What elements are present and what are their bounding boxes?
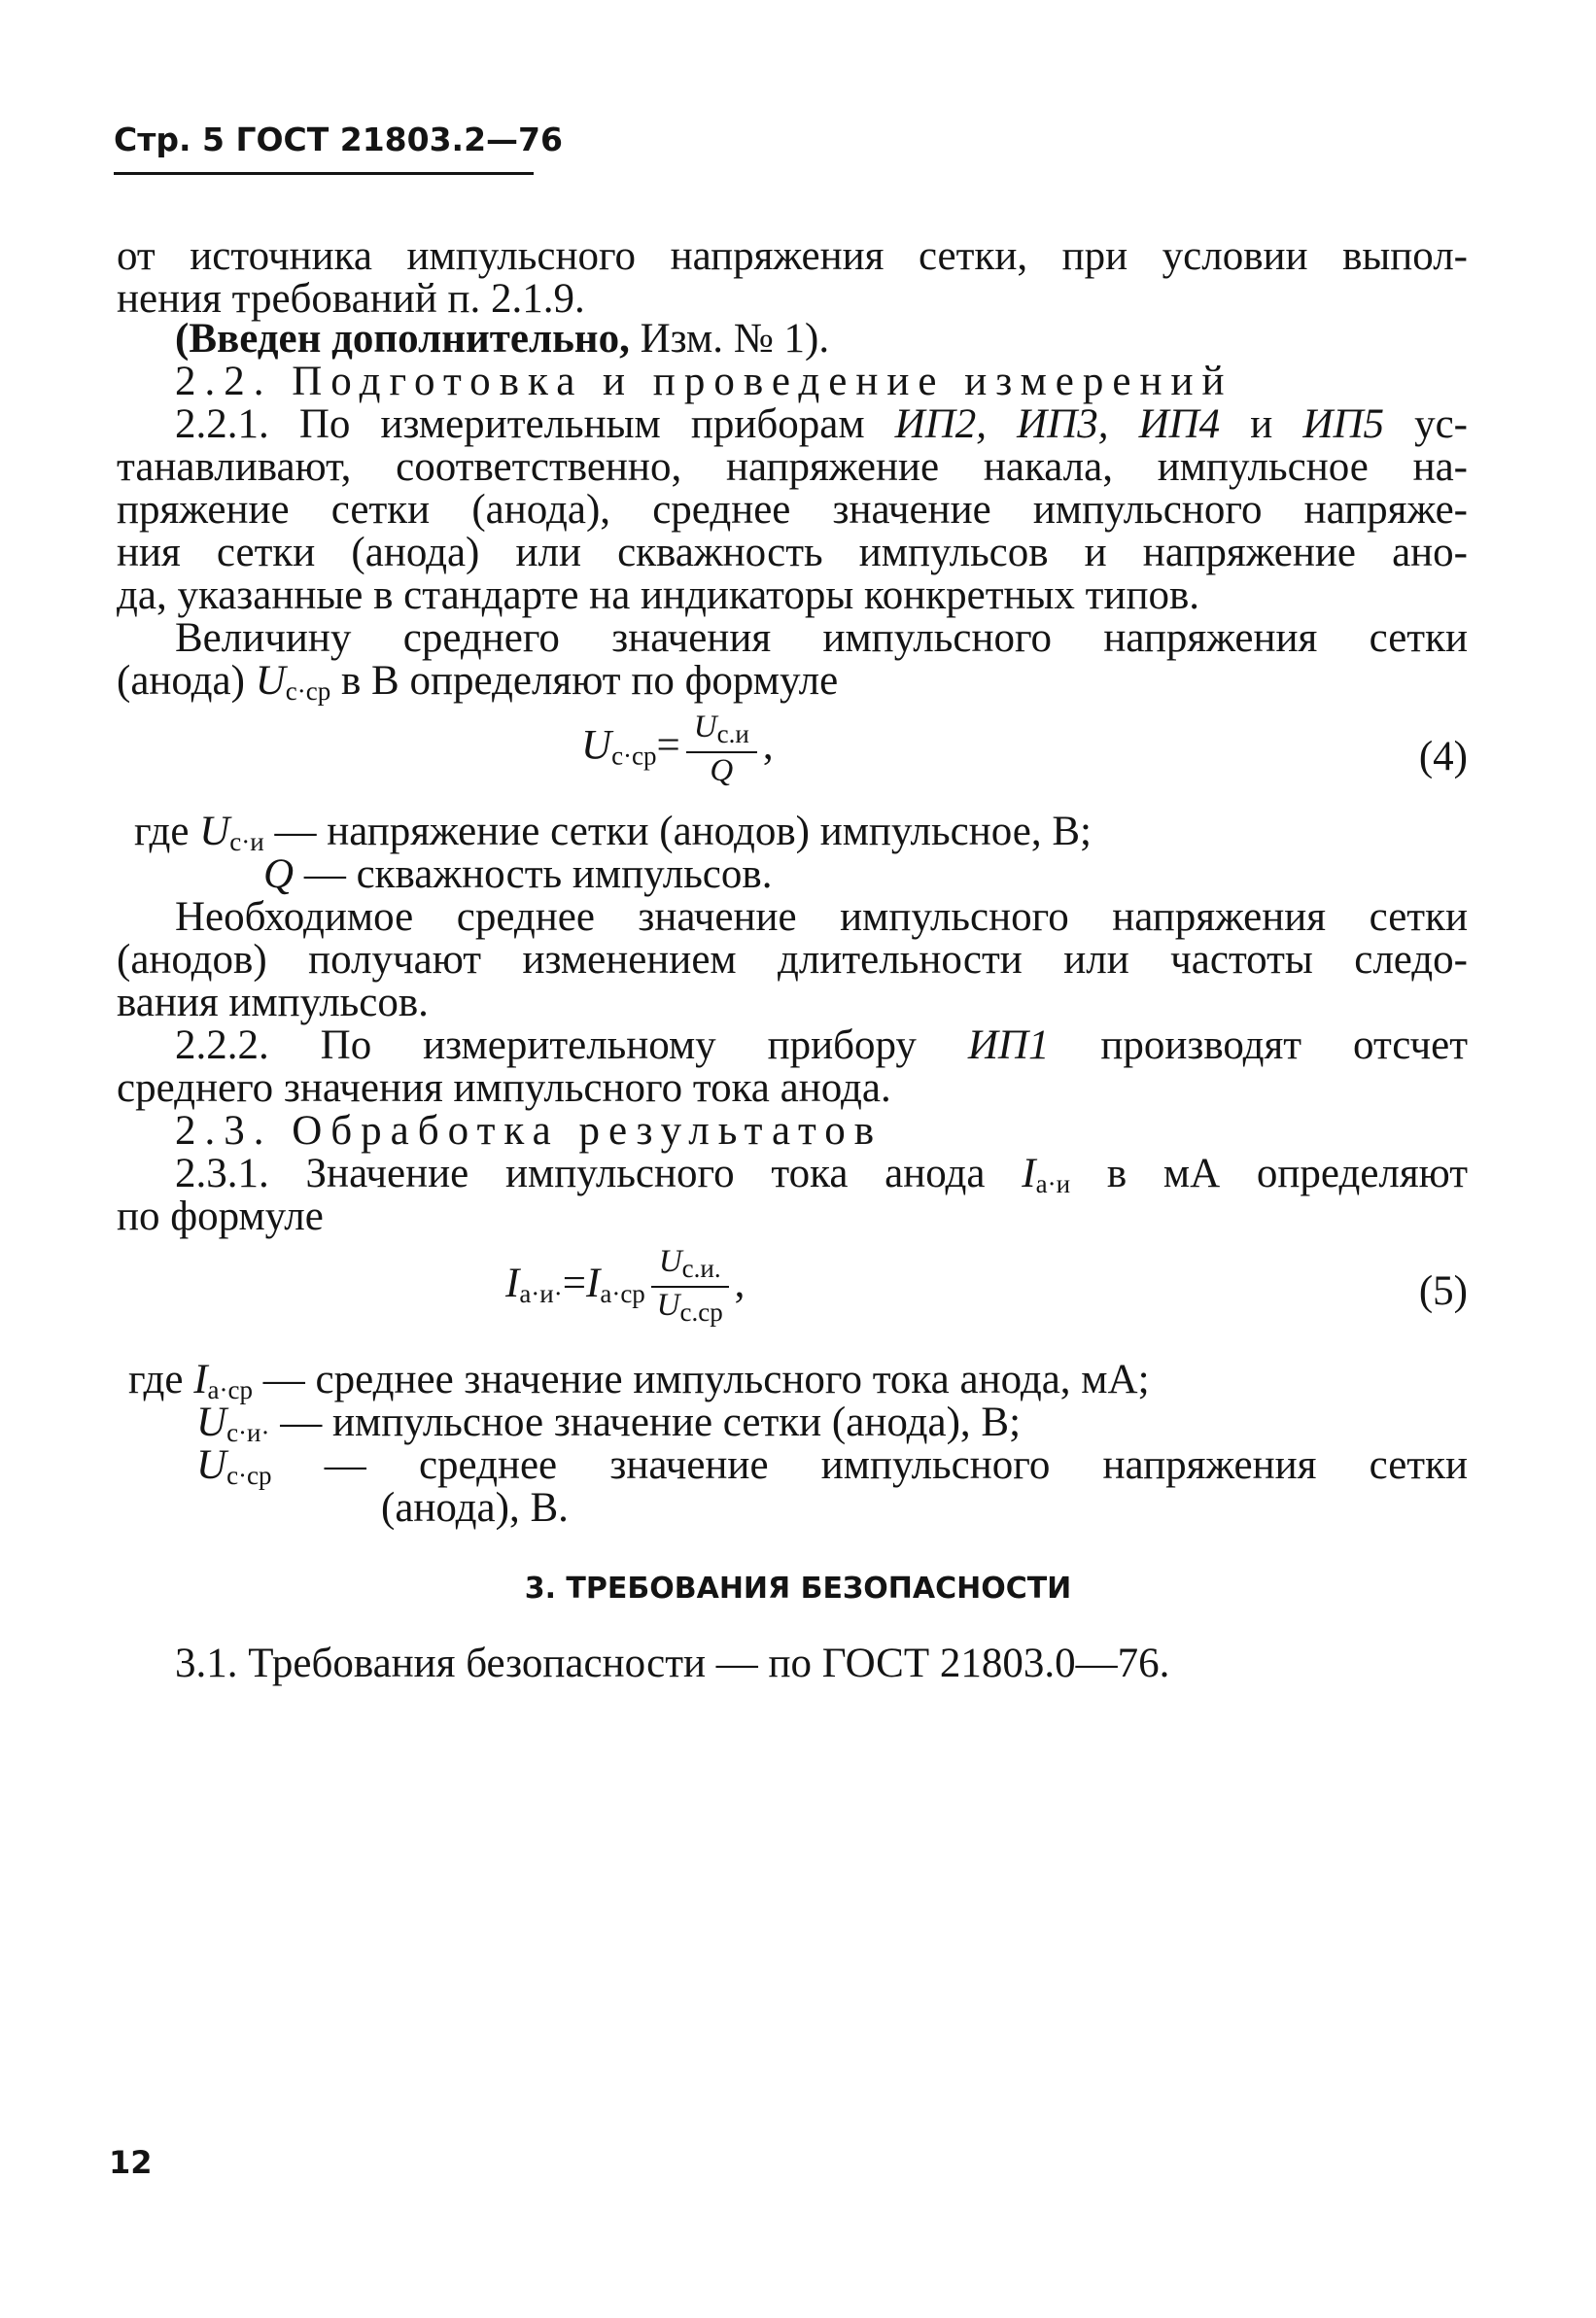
text-run: (анода) <box>117 658 256 704</box>
subscript: а·и <box>1035 1169 1071 1198</box>
fraction <box>651 1244 729 1330</box>
paragraph-line: да, указанные в стандарте на индикаторы конкретных типов. <box>117 572 1200 618</box>
text-run: 2.2.1. По измерительным приборам <box>175 401 895 447</box>
text-run: производят отсчет <box>1049 1022 1468 1068</box>
equals-sign: = <box>656 722 680 769</box>
definition-line: (анода), В. <box>381 1485 569 1531</box>
text-run: ус- <box>1384 401 1469 447</box>
paragraph-line: танавливают, соответственно, напряжение накала, импульсное на- <box>117 444 1468 490</box>
symbol: I <box>586 1260 601 1306</box>
subscript: с·и· <box>226 1418 270 1447</box>
formula-4 <box>581 709 774 788</box>
symbol: U <box>656 1288 680 1323</box>
paragraph-line <box>175 1023 1468 1067</box>
subscript: с·и <box>229 827 264 856</box>
text-run: — импульсное значение сетки (анода), В; <box>269 1400 1022 1445</box>
paragraph-line: Необходимое среднее значение импульсного напряжения сетки <box>175 894 1468 940</box>
text-run: — среднее значение импульсного напряжения сетки <box>271 1442 1468 1488</box>
paragraph-line: по формуле <box>117 1194 324 1239</box>
fraction-numerator <box>651 1244 729 1288</box>
text-run: в мА определяют <box>1070 1151 1468 1196</box>
symbol: U <box>196 1442 227 1488</box>
page-header: Стр. 5 ГОСТ 21803.2—76 <box>114 121 563 158</box>
formula-5 <box>505 1244 745 1330</box>
text-run: и <box>1220 401 1303 447</box>
paragraph-line: 3.1. Требования безопасности — по ГОСТ 21803.0—76. <box>175 1641 1170 1686</box>
subsection-heading-2-2: 2.2. Подготовка и проведение измерений <box>175 359 1233 404</box>
subsection-heading-2-3: 2.3. Обработка результатов <box>175 1108 883 1154</box>
symbol: U <box>658 1244 682 1279</box>
paragraph-line: пряжение сетки (анода), среднее значение импульсного напряже- <box>117 487 1468 533</box>
symbol: I <box>1022 1151 1036 1196</box>
text-run: — среднее значение импульсного тока анода, мА; <box>253 1357 1150 1402</box>
paragraph-line: среднего значения импульсного тока анода. <box>117 1065 891 1111</box>
paragraph-line <box>117 659 1468 713</box>
section-heading: 3. ТРЕБОВАНИЯ БЕЗОПАСНОСТИ <box>524 1572 1072 1606</box>
paragraph-line: (анодов) получают изменением длительности или частоты следо- <box>117 937 1468 983</box>
fraction-denominator <box>686 753 757 788</box>
text-run: — напряжение сетки (анодов) импульсное, В; <box>263 809 1092 854</box>
symbol: U <box>581 722 612 769</box>
subscript: с·ср <box>285 676 331 706</box>
equation-number: (5) <box>1418 1268 1468 1314</box>
subscript: а·ср <box>600 1278 645 1308</box>
symbol: I <box>505 1260 520 1306</box>
fraction <box>686 709 757 788</box>
subscript: с·ср <box>226 1461 272 1490</box>
paragraph-line: ния сетки (анода) или скважность импульсов и напряжение ано- <box>117 530 1468 575</box>
comma: , <box>734 1260 746 1306</box>
paragraph-line: нения требований п. 2.1.9. <box>117 276 585 322</box>
equals-sign: = <box>562 1260 587 1306</box>
amendment-note <box>175 317 1468 361</box>
amendment-rest: Изм. № 1). <box>629 316 830 362</box>
paragraph-line: вания импульсов. <box>117 980 429 1025</box>
text-run: в В определяют по формуле <box>330 658 839 704</box>
instrument-names: ИП2, ИП3, ИП4 <box>894 401 1221 447</box>
comma: , <box>762 722 774 769</box>
text-run: — скважность импульсов. <box>294 851 773 897</box>
symbol: U <box>255 658 286 704</box>
symbol: U <box>199 809 230 854</box>
subscript: а·ср <box>207 1375 254 1404</box>
fraction-denominator <box>651 1288 729 1330</box>
symbol: I <box>193 1357 208 1402</box>
subscript: а·и· <box>519 1278 563 1308</box>
paragraph-line: от источника импульсного напряжения сетки, при условии выпол- <box>117 233 1468 279</box>
text-run: 2.2.2. По измерительному прибору <box>175 1022 968 1068</box>
definition-line <box>263 852 772 896</box>
instrument-name: ИП1 <box>967 1022 1050 1068</box>
instrument-name: ИП5 <box>1302 401 1384 447</box>
text-run: где <box>128 1357 194 1402</box>
symbol: U <box>196 1400 227 1445</box>
symbol: Q <box>710 753 734 788</box>
subscript: с.и. <box>681 1254 721 1283</box>
fraction-numerator <box>686 709 757 753</box>
subscript: с.ср <box>679 1297 723 1327</box>
subscript: с.и <box>716 719 749 748</box>
amendment-bold: (Введен дополнительно, <box>175 316 630 362</box>
paragraph-line <box>175 402 1468 446</box>
page-number: 12 <box>109 2144 153 2181</box>
equation-number: (4) <box>1418 734 1468 779</box>
header-rule <box>114 172 534 175</box>
paragraph-line: Величину среднего значения импульсного напряжения сетки <box>175 615 1468 661</box>
text-run: где <box>134 809 200 854</box>
text-run: 2.3.1. Значение импульсного тока анода <box>175 1151 1023 1196</box>
subscript: с·ср <box>611 741 657 771</box>
symbol: U <box>693 709 717 744</box>
symbol: Q <box>263 851 295 897</box>
